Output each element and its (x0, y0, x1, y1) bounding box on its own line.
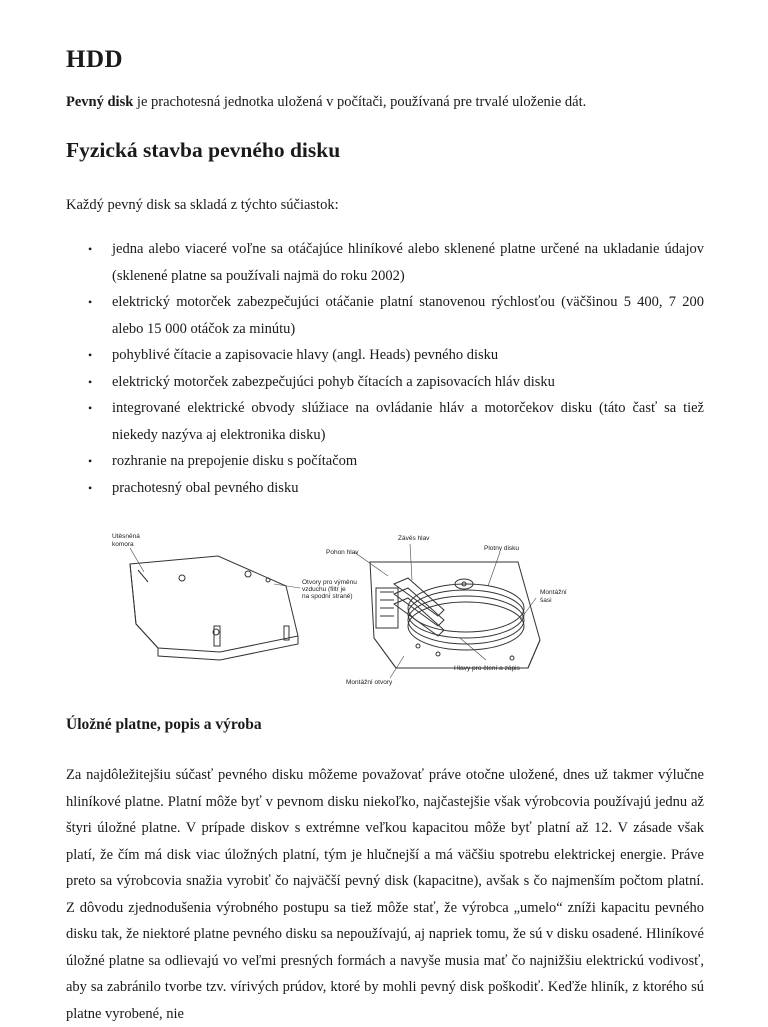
list-item-text: rozhranie na prepojenie disku s počítačom (112, 453, 358, 469)
list-lead-text: Každý pevný disk sa skladá z týchto súčiastok: (66, 197, 339, 213)
list-item-text: integrované elektrické obvody slúžiace na ovládanie hláv a motorčekov disku (táto časť sa tiež niekedy nazýva aj elektronika disku) (112, 400, 704, 443)
bullet-marker: • (88, 295, 93, 309)
label-zaves-hlav: Závěs hlav (398, 535, 430, 542)
list-item-text: pohyblivé čítacie a zapisovacie hlavy (angl. Heads) pevného disku (112, 347, 499, 363)
page-title: HDD (66, 46, 124, 73)
list-item (66, 475, 704, 502)
list-item (66, 448, 704, 475)
label-otvory: Otvory pro výměnu vzduchu (filtr je na spodní straně) (302, 579, 357, 600)
list-item (66, 395, 704, 448)
label-hlavy: Hlavy pro čtení a zápis (454, 665, 520, 672)
hdd-diagram-image (108, 528, 576, 690)
bullet-marker: • (88, 348, 93, 362)
list-item (66, 369, 704, 396)
list-item-text: jedna alebo viaceré voľne sa otáčajúce hliníkové alebo sklenené platne určené na ukladanie údajov (sklenené platne sa používali najmä do roku 2002) (112, 241, 704, 284)
components-list (66, 236, 704, 501)
list-item (66, 236, 704, 289)
bullet-marker: • (88, 242, 93, 256)
bullet-marker: • (88, 401, 93, 415)
label-plotny-disku: Plotny disku (484, 545, 520, 552)
hdd-diagram-figure (108, 528, 576, 690)
list-item (66, 289, 704, 342)
bullet-marker: • (88, 454, 93, 468)
list-item-text: elektrický motorček zabezpečujúci otáčanie platní stanovenou rýchlosťou (väčšinou 5 400, 7 200 alebo 15 000 otáčok za minútu) (112, 294, 704, 337)
label-pohon-hlav: Pohon hlav (326, 549, 359, 556)
label-montazni-sasi: Montážní šasi (540, 589, 567, 604)
section-heading-platters: Úložné platne, popis a výroba (66, 716, 262, 733)
bullet-marker: • (88, 374, 93, 389)
label-utesnena-komora: Utěsněná komora (112, 533, 140, 548)
label-montazni-otvory: Montážní otvory (346, 679, 393, 686)
list-item (66, 342, 704, 369)
platters-paragraph: Za najdôležitejšiu súčasť pevného disku môžeme považovať práve otočne uložené, dnes už takmer výlučne hliníkové platne. Platní môže byť v pevnom disku niekoľko, najčastejšie však výrobcovia používajú jednu až štyri úložné platne. V prípade diskov s extrémne veľkou kapacitou môže byť platní až 12. V zásade však platí, že čím má disk viac úložných platní, tým je hlučnejší a má väčšiu spotrebu elektrickej energie. Práve preto sa výrobcovia snažia vyrobiť čo najväčší pevný disk (kapacitne), avšak s čo najmenším počtom platní. Z dôvodu zjednodušenia výrobného postupu sa tiež môže stať, že výrobca „umelo“ zníži kapacitu pevného disku tak, že niektoré platne pevného disku sa nepoužívajú, aj napriek tomu, že sú v disku osadené. Hliníkové úložné platne sa odlievajú vo veľmi presných formách a navyše musia mať čo najnižšiu elektrickú vodivosť, aby sa zabránilo tvorbe tzv. vírivých prúdov, ktoré by mohli pevný disk poškodiť. Keďže hliník, z ktorého sú platne vyrobené, nie (66, 767, 704, 1022)
intro-text: je prachotesná jednotka uložená v počítači, používaná pre trvalé uloženie dát. (133, 94, 587, 110)
list-item-text: prachotesný obal pevného disku (112, 479, 299, 496)
bullet-marker: • (88, 480, 93, 495)
intro-term: Pevný disk (66, 94, 134, 110)
section-heading-structure: Fyzická stavba pevného disku (66, 138, 341, 162)
list-item-text: elektrický motorček zabezpečujúci pohyb čítacích a zapisovacích hláv disku (112, 373, 555, 390)
intro-paragraph (66, 92, 716, 112)
